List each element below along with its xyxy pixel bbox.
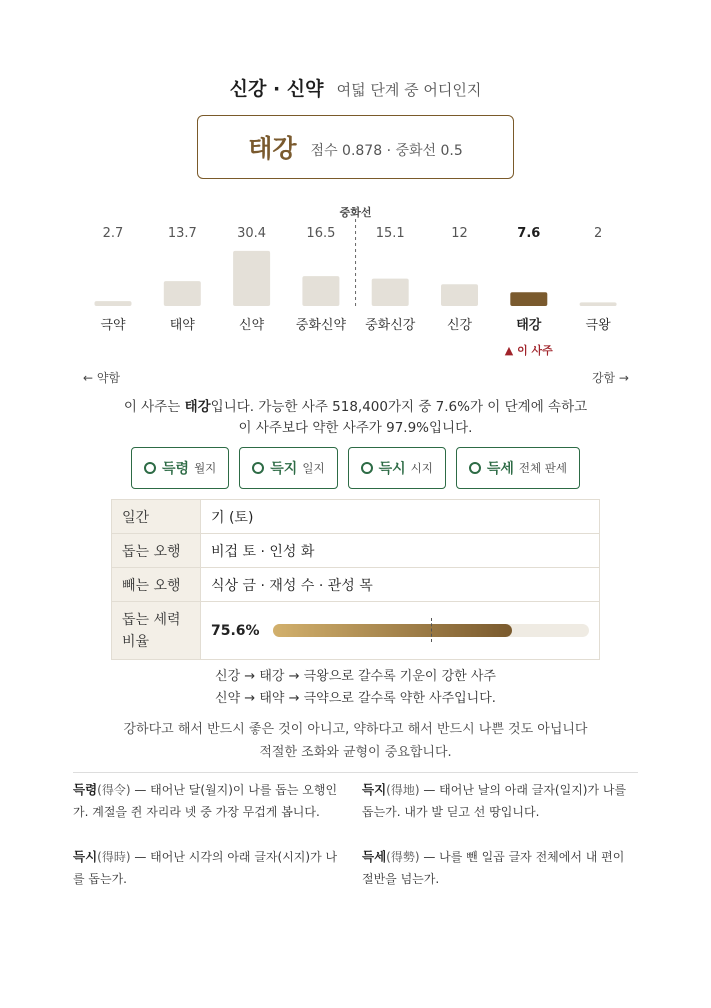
bar-label-3: 신약 [239,318,265,333]
glossary-deukryeong: 득령(得令) — 태어난 달(월지)이 나를 돕는 오행인가. 계절을 쥔 자리라 넷 중 가장 무겁게 봅니다. [73,782,338,819]
chip-deukji[interactable]: 득지 일지 [239,447,337,489]
ratio-bar-fill [273,624,512,637]
bar-value-2: 13.7 [167,226,197,241]
bar-7 [510,292,547,306]
glossary-deukji: 득지(得地) — 태어난 날의 아래 글자(일지)가 나를 돕는가. 내가 발 딛고 선 땅입니다. [362,782,627,819]
table-row [112,534,600,568]
flow-line-weak: 신약 → 태약 → 극약으로 갈수록 약한 사주입니다. [215,691,496,706]
chip-deukryeong[interactable]: 득령 월지 [131,447,229,489]
note-line-2: 적절한 조화와 균형이 중요합니다. [259,745,452,760]
result-box [197,115,514,179]
condition-chips [0,447,711,489]
row-value-draining: 식상 금 · 재성 수 · 관성 목 [201,568,600,602]
bar-2 [164,281,201,306]
strength-bar-chart [0,195,711,365]
bar-label-6: 신강 [446,318,473,333]
glossary-deukse: 득세(得勢) — 나를 뺀 일곱 글자 전체에서 내 편이 절반을 넘는가. [362,849,625,886]
bar-label-4: 중화신약 [295,318,347,333]
bar-8 [580,302,617,306]
bar-label-7: 태강 [516,318,542,333]
bar-value-7: 7.6 [517,226,541,241]
bar-5 [372,279,409,306]
title-main: 신강 · 신약 [229,78,324,100]
title-subtitle: 여덟 단계 중 어디인지 [336,81,482,99]
row-value-helping: 비겁 토 · 인성 화 [201,534,600,568]
description [0,397,711,439]
row-value-ilgan: 기 (토) [201,500,600,534]
bar-label-8: 극왕 [585,318,611,333]
bar-1 [95,301,132,306]
ratio-percent: 75.6% [211,622,260,639]
table-row [112,568,600,602]
midline-label: 중화선 [339,206,372,219]
bar-6 [441,284,478,306]
page-title [0,74,711,101]
note-line-1: 강하다고 해서 반드시 좋은 것이 아니고, 약하다고 해서 반드시 나쁜 것도 아닙니다 [123,722,588,737]
row-label-draining: 빼는 오행 [112,568,201,602]
info-table [111,499,600,660]
row-label-ratio: 돕는 세력 비율 [112,602,201,660]
circle-icon [144,462,156,474]
balance-note [0,718,711,764]
circle-icon [252,462,264,474]
bar-4 [302,276,339,306]
ratio-bar-row [211,623,589,639]
table-row [112,602,600,660]
circle-icon [361,462,373,474]
bar-value-6: 12 [451,226,468,241]
bar-label-2: 태약 [169,318,195,333]
flow-line-strong: 신강 → 태강 → 극왕으로 갈수록 기운이 강한 사주 [215,669,496,684]
description-line-1: 이 사주는 태강입니다. 가능한 사주 518,400가지 중 7.6%가 이 단계에 속하고 [123,399,588,415]
bar-value-5: 15.1 [375,226,405,241]
chip-deukse[interactable]: 득세 전체 판세 [456,447,580,489]
ratio-midline [431,618,432,642]
chip-deuksi[interactable]: 득시 시지 [348,447,446,489]
description-stage: 태강 [184,399,211,415]
axis-weak-label: ← 약함 [83,371,121,385]
row-label-helping: 돕는 오행 [112,534,201,568]
selected-marker: ▲ 이 사주 [504,344,553,357]
bar-value-4: 16.5 [306,226,336,241]
bar-label-5: 중화신강 [365,318,416,333]
description-line-2: 이 사주보다 약한 사주가 97.9%입니다. [238,420,473,436]
table-row [112,500,600,534]
flow-explanation [0,666,711,710]
circle-icon [469,462,481,474]
divider [73,772,638,773]
axis-strong-label: 강함 → [591,371,629,385]
glossary-deuksi: 득시(得時) — 태어난 시각의 아래 글자(시지)가 나를 돕는가. [73,849,338,886]
bar-value-1: 2.7 [102,226,124,241]
bar-value-8: 2 [593,226,603,241]
ratio-bar-track [273,624,589,637]
bar-3 [233,251,270,306]
bar-label-1: 극약 [100,318,126,333]
result-score: 점수 0.878 · 중화선 0.5 [310,143,463,159]
row-label-ilgan: 일간 [112,500,201,534]
bar-value-3: 30.4 [237,226,267,241]
result-name: 태강 [248,134,297,163]
